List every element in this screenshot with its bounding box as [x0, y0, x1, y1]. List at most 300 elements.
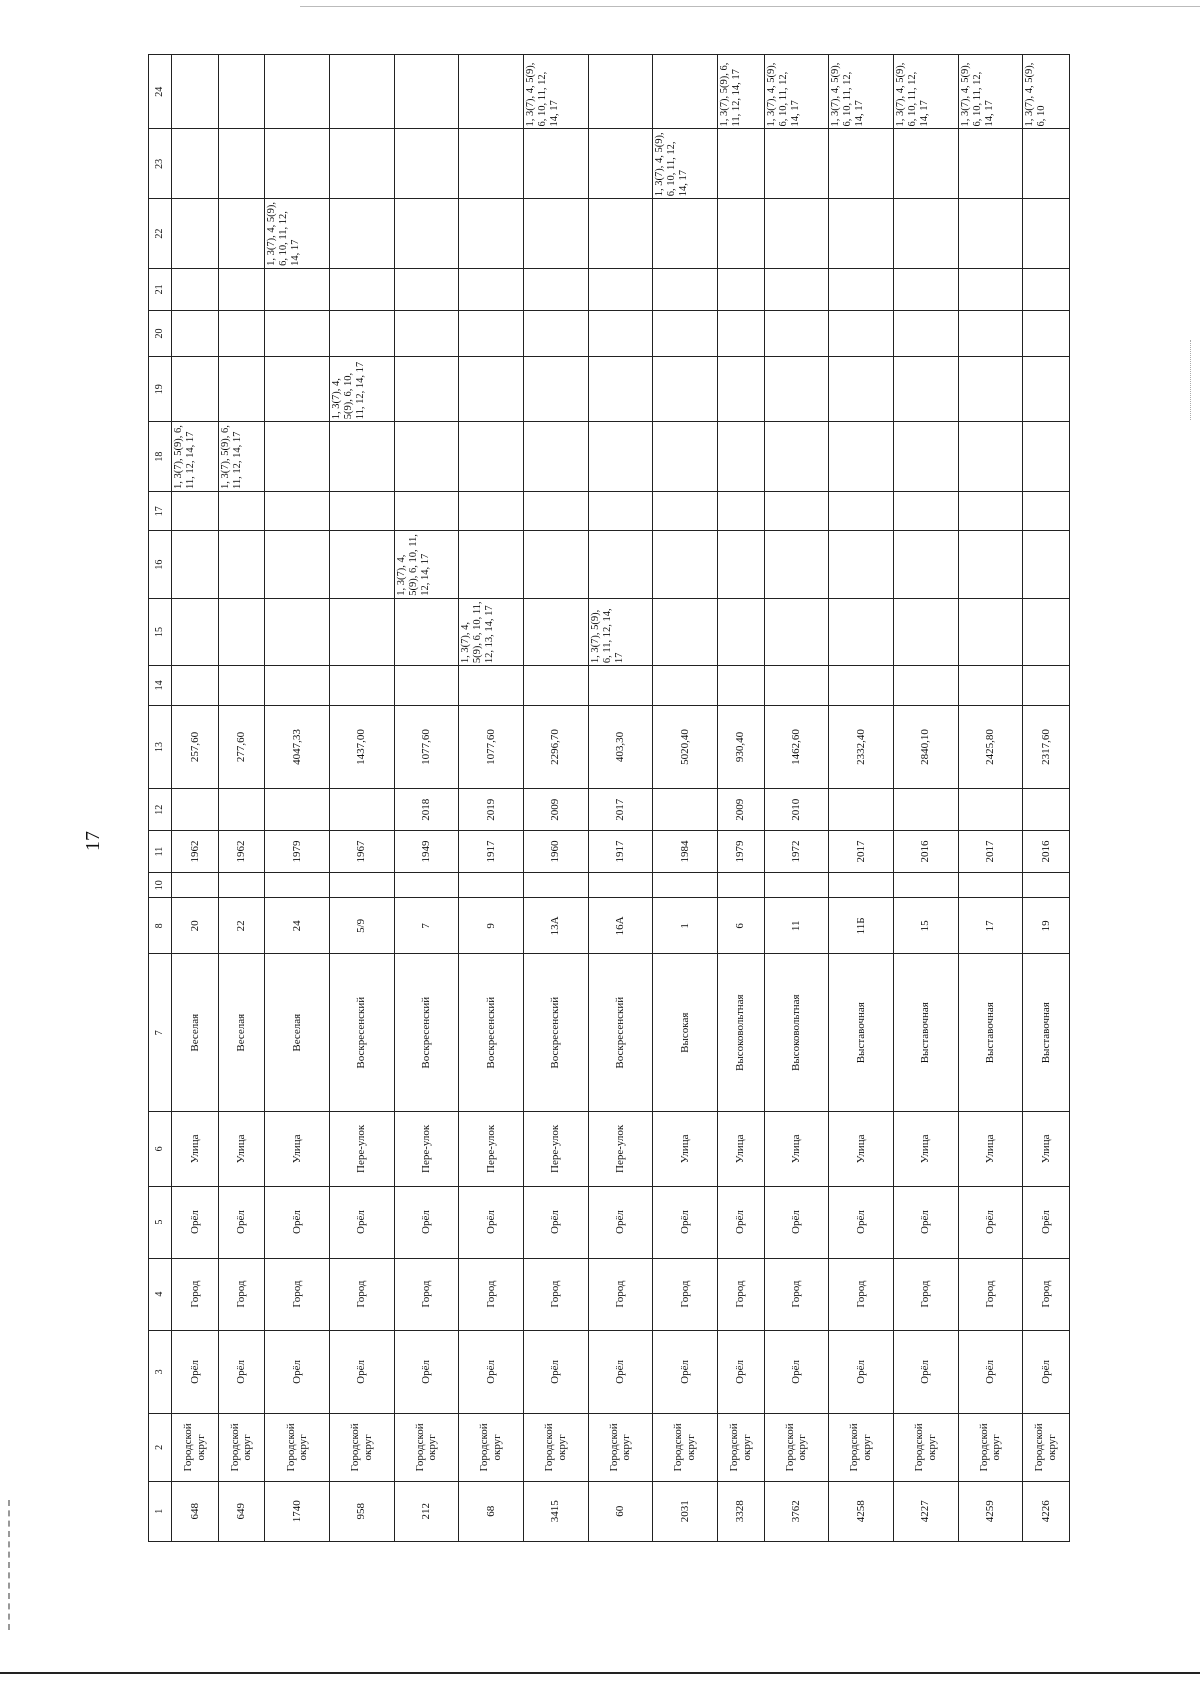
cell-c22: [394, 199, 459, 269]
cell-c5: Орёл: [588, 1186, 653, 1258]
cell-c14: [329, 666, 394, 705]
cell-c12: [958, 789, 1023, 831]
cell-c6: Улица: [172, 1112, 219, 1186]
cell-c18: [459, 422, 524, 492]
cell-c1: 3328: [717, 1481, 764, 1541]
table-row: [218, 55, 265, 1542]
cell-c6: Улица: [958, 1112, 1023, 1186]
cell-c7: Воскресенский: [588, 954, 653, 1112]
cell-c11: 1960: [523, 831, 588, 873]
cell-c21: [265, 268, 330, 310]
cell-c10: [764, 872, 829, 898]
cell-c4: Город: [717, 1258, 764, 1330]
column-header-5: 5: [149, 1186, 172, 1258]
cell-c3: Орёл: [958, 1330, 1023, 1414]
cell-c19: [459, 357, 524, 422]
cell-c10: [523, 872, 588, 898]
cell-c23: [172, 129, 219, 199]
column-header-11: 11: [149, 831, 172, 873]
cell-c6: Пере-улок: [588, 1112, 653, 1186]
column-header-16: 16: [149, 531, 172, 598]
column-header-13: 13: [149, 705, 172, 789]
cell-c13: 1462,60: [764, 705, 829, 789]
column-header-10: 10: [149, 872, 172, 898]
cell-c1: 4227: [893, 1481, 958, 1541]
cell-c8: 9: [459, 898, 524, 954]
cell-c3: Орёл: [172, 1330, 219, 1414]
cell-c14: [523, 666, 588, 705]
cell-c24: [218, 55, 265, 130]
page-number: 17: [82, 831, 104, 851]
cell-c20: [893, 310, 958, 356]
cell-c15: [329, 598, 394, 665]
cell-c22: 1, 3(7), 4, 5(9), 6, 10, 11, 12, 14, 17: [265, 199, 330, 269]
cell-c14: [588, 666, 653, 705]
cell-c6: Улица: [653, 1112, 718, 1186]
cell-c8: 11: [764, 898, 829, 954]
cell-c15: [958, 598, 1023, 665]
cell-c24: [588, 55, 653, 130]
cell-c23: [523, 129, 588, 199]
cell-c18: [1023, 422, 1070, 492]
cell-c16: [893, 531, 958, 598]
cell-c16: [958, 531, 1023, 598]
cell-c22: [1023, 199, 1070, 269]
cell-c19: [588, 357, 653, 422]
cell-c11: 1962: [172, 831, 219, 873]
cell-c4: Город: [265, 1258, 330, 1330]
cell-c4: Город: [1023, 1258, 1070, 1330]
cell-c15: [717, 598, 764, 665]
cell-c5: Орёл: [218, 1186, 265, 1258]
column-header-23: 23: [149, 129, 172, 199]
cell-c6: Улица: [717, 1112, 764, 1186]
cell-c23: [588, 129, 653, 199]
cell-c4: Город: [893, 1258, 958, 1330]
column-header-3: 3: [149, 1330, 172, 1414]
cell-c19: 1, 3(7), 4, 5(9), 6, 10, 11, 12, 14, 17: [329, 357, 394, 422]
cell-c7: Выставочная: [829, 954, 894, 1112]
cell-c18: [829, 422, 894, 492]
cell-c20: [829, 310, 894, 356]
cell-c14: [394, 666, 459, 705]
table-row: [523, 55, 588, 1542]
cell-c18: [764, 422, 829, 492]
cell-c5: Орёл: [958, 1186, 1023, 1258]
cell-c15: [172, 598, 219, 665]
cell-c18: [717, 422, 764, 492]
cell-c10: [893, 872, 958, 898]
cell-c14: [829, 666, 894, 705]
cell-c21: [829, 268, 894, 310]
cell-c21: [523, 268, 588, 310]
cell-c21: [653, 268, 718, 310]
cell-c24: 1, 3(7), 4, 5(9), 6, 10, 11, 12, 14, 17: [523, 55, 588, 130]
cell-c20: [459, 310, 524, 356]
table-row: [958, 55, 1023, 1542]
cell-c16: [265, 531, 330, 598]
cell-c24: [459, 55, 524, 130]
cell-c14: [1023, 666, 1070, 705]
cell-c20: [265, 310, 330, 356]
cell-c3: Орёл: [523, 1330, 588, 1414]
cell-c4: Город: [764, 1258, 829, 1330]
cell-c21: [329, 268, 394, 310]
cell-c12: [218, 789, 265, 831]
cell-c20: [329, 310, 394, 356]
cell-c10: [588, 872, 653, 898]
column-header-17: 17: [149, 491, 172, 530]
cell-c5: Орёл: [459, 1186, 524, 1258]
cell-c23: [764, 129, 829, 199]
cell-c14: [764, 666, 829, 705]
cell-c13: 930,40: [717, 705, 764, 789]
cell-c12: [1023, 789, 1070, 831]
cell-c13: 2425,80: [958, 705, 1023, 789]
cell-c2: Городской округ: [218, 1414, 265, 1481]
cell-c11: 2017: [829, 831, 894, 873]
cell-c23: [717, 129, 764, 199]
cell-c11: 2016: [1023, 831, 1070, 873]
cell-c17: [653, 491, 718, 530]
cell-c23: [394, 129, 459, 199]
cell-c22: [588, 199, 653, 269]
cell-c23: [1023, 129, 1070, 199]
cell-c8: 5/9: [329, 898, 394, 954]
cell-c13: 2332,40: [829, 705, 894, 789]
cell-c2: Городской округ: [829, 1414, 894, 1481]
cell-c13: 1077,60: [394, 705, 459, 789]
cell-c21: [893, 268, 958, 310]
cell-c20: [394, 310, 459, 356]
cell-c5: Орёл: [893, 1186, 958, 1258]
cell-c10: [218, 872, 265, 898]
cell-c6: Улица: [764, 1112, 829, 1186]
column-header-14: 14: [149, 666, 172, 705]
cell-c10: [717, 872, 764, 898]
cell-c3: Орёл: [459, 1330, 524, 1414]
cell-c23: [459, 129, 524, 199]
cell-c22: [459, 199, 524, 269]
cell-c17: [523, 491, 588, 530]
cell-c16: [764, 531, 829, 598]
cell-c12: 2009: [717, 789, 764, 831]
cell-c19: [653, 357, 718, 422]
cell-c18: 1, 3(7), 5(9), 6, 11, 12, 14, 17: [218, 422, 265, 492]
cell-c1: 1740: [265, 1481, 330, 1541]
cell-c23: [829, 129, 894, 199]
cell-c16: [653, 531, 718, 598]
cell-c8: 16А: [588, 898, 653, 954]
cell-c15: [265, 598, 330, 665]
cell-c6: Улица: [218, 1112, 265, 1186]
cell-c19: [218, 357, 265, 422]
cell-c21: [218, 268, 265, 310]
housing-registry-table: [148, 54, 1070, 1542]
cell-c23: [958, 129, 1023, 199]
cell-c6: Пере-улок: [459, 1112, 524, 1186]
cell-c2: Городской округ: [958, 1414, 1023, 1481]
cell-c1: 958: [329, 1481, 394, 1541]
cell-c23: [265, 129, 330, 199]
cell-c20: [172, 310, 219, 356]
cell-c16: 1, 3(7), 4, 5(9), 6, 10, 11, 12, 14, 17: [394, 531, 459, 598]
cell-c14: [172, 666, 219, 705]
cell-c22: [523, 199, 588, 269]
table-row: [717, 55, 764, 1542]
header-row: [149, 55, 172, 1542]
cell-c13: 1077,60: [459, 705, 524, 789]
cell-c7: Воскресенский: [523, 954, 588, 1112]
cell-c19: [764, 357, 829, 422]
cell-c8: 1: [653, 898, 718, 954]
cell-c14: [265, 666, 330, 705]
cell-c16: [218, 531, 265, 598]
cell-c18: [523, 422, 588, 492]
cell-c22: [653, 199, 718, 269]
cell-c1: 649: [218, 1481, 265, 1541]
cell-c5: Орёл: [265, 1186, 330, 1258]
cell-c20: [958, 310, 1023, 356]
cell-c22: [829, 199, 894, 269]
cell-c24: 1, 3(7), 4, 5(9), 6, 10, 11, 12, 14, 17: [958, 55, 1023, 130]
column-header-19: 19: [149, 357, 172, 422]
column-header-4: 4: [149, 1258, 172, 1330]
cell-c12: 2018: [394, 789, 459, 831]
cell-c2: Городской округ: [329, 1414, 394, 1481]
cell-c19: [172, 357, 219, 422]
cell-c7: Высокая: [653, 954, 718, 1112]
cell-c17: [893, 491, 958, 530]
cell-c24: 1, 3(7), 5(9), 6, 11, 12, 14, 17: [717, 55, 764, 130]
cell-c13: 5020,40: [653, 705, 718, 789]
cell-c1: 2031: [653, 1481, 718, 1541]
cell-c22: [717, 199, 764, 269]
cell-c16: [588, 531, 653, 598]
table-row: [764, 55, 829, 1542]
cell-c18: [588, 422, 653, 492]
cell-c5: Орёл: [394, 1186, 459, 1258]
cell-c4: Город: [218, 1258, 265, 1330]
cell-c18: [958, 422, 1023, 492]
cell-c10: [172, 872, 219, 898]
cell-c7: Веселая: [172, 954, 219, 1112]
cell-c19: [893, 357, 958, 422]
cell-c12: [829, 789, 894, 831]
cell-c14: [459, 666, 524, 705]
cell-c3: Орёл: [764, 1330, 829, 1414]
column-header-7: 7: [149, 954, 172, 1112]
cell-c15: [218, 598, 265, 665]
cell-c19: [1023, 357, 1070, 422]
cell-c20: [1023, 310, 1070, 356]
cell-c13: 2317,60: [1023, 705, 1070, 789]
cell-c4: Город: [172, 1258, 219, 1330]
cell-c5: Орёл: [764, 1186, 829, 1258]
cell-c8: 13А: [523, 898, 588, 954]
cell-c2: Городской округ: [764, 1414, 829, 1481]
column-header-6: 6: [149, 1112, 172, 1186]
cell-c16: [1023, 531, 1070, 598]
column-header-2: 2: [149, 1414, 172, 1481]
cell-c1: 212: [394, 1481, 459, 1541]
cell-c15: [893, 598, 958, 665]
cell-c1: 60: [588, 1481, 653, 1541]
cell-c10: [829, 872, 894, 898]
cell-c21: [717, 268, 764, 310]
cell-c4: Город: [459, 1258, 524, 1330]
cell-c15: [523, 598, 588, 665]
cell-c17: [1023, 491, 1070, 530]
cell-c14: [958, 666, 1023, 705]
cell-c3: Орёл: [394, 1330, 459, 1414]
cell-c10: [265, 872, 330, 898]
cell-c7: Выставочная: [958, 954, 1023, 1112]
cell-c7: Выставочная: [1023, 954, 1070, 1112]
cell-c1: 3415: [523, 1481, 588, 1541]
cell-c15: [653, 598, 718, 665]
cell-c16: [523, 531, 588, 598]
cell-c17: [588, 491, 653, 530]
cell-c24: [653, 55, 718, 130]
cell-c3: Орёл: [588, 1330, 653, 1414]
cell-c21: [588, 268, 653, 310]
cell-c15: [829, 598, 894, 665]
cell-c12: [653, 789, 718, 831]
cell-c19: [523, 357, 588, 422]
cell-c11: 1979: [717, 831, 764, 873]
cell-c10: [653, 872, 718, 898]
cell-c18: [653, 422, 718, 492]
cell-c7: Воскресенский: [459, 954, 524, 1112]
cell-c4: Город: [829, 1258, 894, 1330]
cell-c5: Орёл: [172, 1186, 219, 1258]
cell-c6: Улица: [1023, 1112, 1070, 1186]
cell-c13: 1437,00: [329, 705, 394, 789]
cell-c8: 19: [1023, 898, 1070, 954]
cell-c20: [653, 310, 718, 356]
cell-c6: Пере-улок: [523, 1112, 588, 1186]
cell-c3: Орёл: [717, 1330, 764, 1414]
cell-c11: 2017: [958, 831, 1023, 873]
table-row: [893, 55, 958, 1542]
cell-c1: 4259: [958, 1481, 1023, 1541]
scan-artifact-top: [300, 6, 1200, 7]
cell-c24: [329, 55, 394, 130]
cell-c1: 648: [172, 1481, 219, 1541]
cell-c4: Город: [588, 1258, 653, 1330]
cell-c24: [394, 55, 459, 130]
cell-c24: 1, 3(7), 4, 5(9), 6, 10, 11, 12, 14, 17: [764, 55, 829, 130]
cell-c21: [1023, 268, 1070, 310]
cell-c5: Орёл: [653, 1186, 718, 1258]
cell-c12: 2010: [764, 789, 829, 831]
cell-c3: Орёл: [329, 1330, 394, 1414]
cell-c6: Пере-улок: [329, 1112, 394, 1186]
cell-c2: Городской округ: [653, 1414, 718, 1481]
cell-c8: 20: [172, 898, 219, 954]
cell-c22: [218, 199, 265, 269]
column-header-21: 21: [149, 268, 172, 310]
cell-c17: [218, 491, 265, 530]
cell-c19: [265, 357, 330, 422]
cell-c15: [1023, 598, 1070, 665]
cell-c13: 2296,70: [523, 705, 588, 789]
cell-c12: [172, 789, 219, 831]
column-header-18: 18: [149, 422, 172, 492]
cell-c11: 2016: [893, 831, 958, 873]
cell-c17: [829, 491, 894, 530]
cell-c14: [218, 666, 265, 705]
cell-c22: [172, 199, 219, 269]
cell-c6: Улица: [265, 1112, 330, 1186]
cell-c19: [958, 357, 1023, 422]
cell-c1: 4226: [1023, 1481, 1070, 1541]
cell-c1: 4258: [829, 1481, 894, 1541]
cell-c8: 24: [265, 898, 330, 954]
cell-c7: Воскресенский: [329, 954, 394, 1112]
cell-c6: Пере-улок: [394, 1112, 459, 1186]
cell-c11: 1972: [764, 831, 829, 873]
cell-c2: Городской округ: [172, 1414, 219, 1481]
cell-c19: [829, 357, 894, 422]
cell-c20: [218, 310, 265, 356]
column-header-8: 8: [149, 898, 172, 954]
cell-c14: [653, 666, 718, 705]
cell-c24: 1, 3(7), 4, 5(9), 6, 10, 11, 12, 14, 17: [829, 55, 894, 130]
cell-c15: 1, 3(7), 4, 5(9), 6, 10, 11, 12, 13, 14, 17: [459, 598, 524, 665]
table-body: [172, 55, 1070, 1542]
cell-c18: [329, 422, 394, 492]
cell-c16: [829, 531, 894, 598]
cell-c20: [523, 310, 588, 356]
cell-c1: 3762: [764, 1481, 829, 1541]
cell-c3: Орёл: [1023, 1330, 1070, 1414]
table-row: [172, 55, 219, 1542]
cell-c16: [717, 531, 764, 598]
cell-c7: Веселая: [218, 954, 265, 1112]
column-header-12: 12: [149, 789, 172, 831]
scan-artifact-left: [8, 1500, 12, 1630]
cell-c17: [764, 491, 829, 530]
cell-c2: Городской округ: [717, 1414, 764, 1481]
cell-c6: Улица: [893, 1112, 958, 1186]
cell-c17: [172, 491, 219, 530]
cell-c13: 4047,33: [265, 705, 330, 789]
cell-c7: Выставочная: [893, 954, 958, 1112]
cell-c2: Городской округ: [523, 1414, 588, 1481]
cell-c2: Городской округ: [394, 1414, 459, 1481]
cell-c21: [958, 268, 1023, 310]
table-row: [265, 55, 330, 1542]
cell-c5: Орёл: [1023, 1186, 1070, 1258]
column-header-22: 22: [149, 199, 172, 269]
cell-c7: Веселая: [265, 954, 330, 1112]
cell-c7: Высоковольтная: [764, 954, 829, 1112]
column-header-20: 20: [149, 310, 172, 356]
cell-c13: 277,60: [218, 705, 265, 789]
cell-c11: 1917: [588, 831, 653, 873]
table-container: [148, 54, 1070, 1542]
cell-c8: 22: [218, 898, 265, 954]
cell-c24: 1, 3(7), 4, 5(9), 6, 10, 11, 12, 14, 17: [893, 55, 958, 130]
cell-c4: Город: [523, 1258, 588, 1330]
cell-c22: [764, 199, 829, 269]
cell-c3: Орёл: [829, 1330, 894, 1414]
cell-c20: [717, 310, 764, 356]
cell-c22: [329, 199, 394, 269]
cell-c15: 1, 3(7), 5(9), 6, 11, 12, 14, 17: [588, 598, 653, 665]
